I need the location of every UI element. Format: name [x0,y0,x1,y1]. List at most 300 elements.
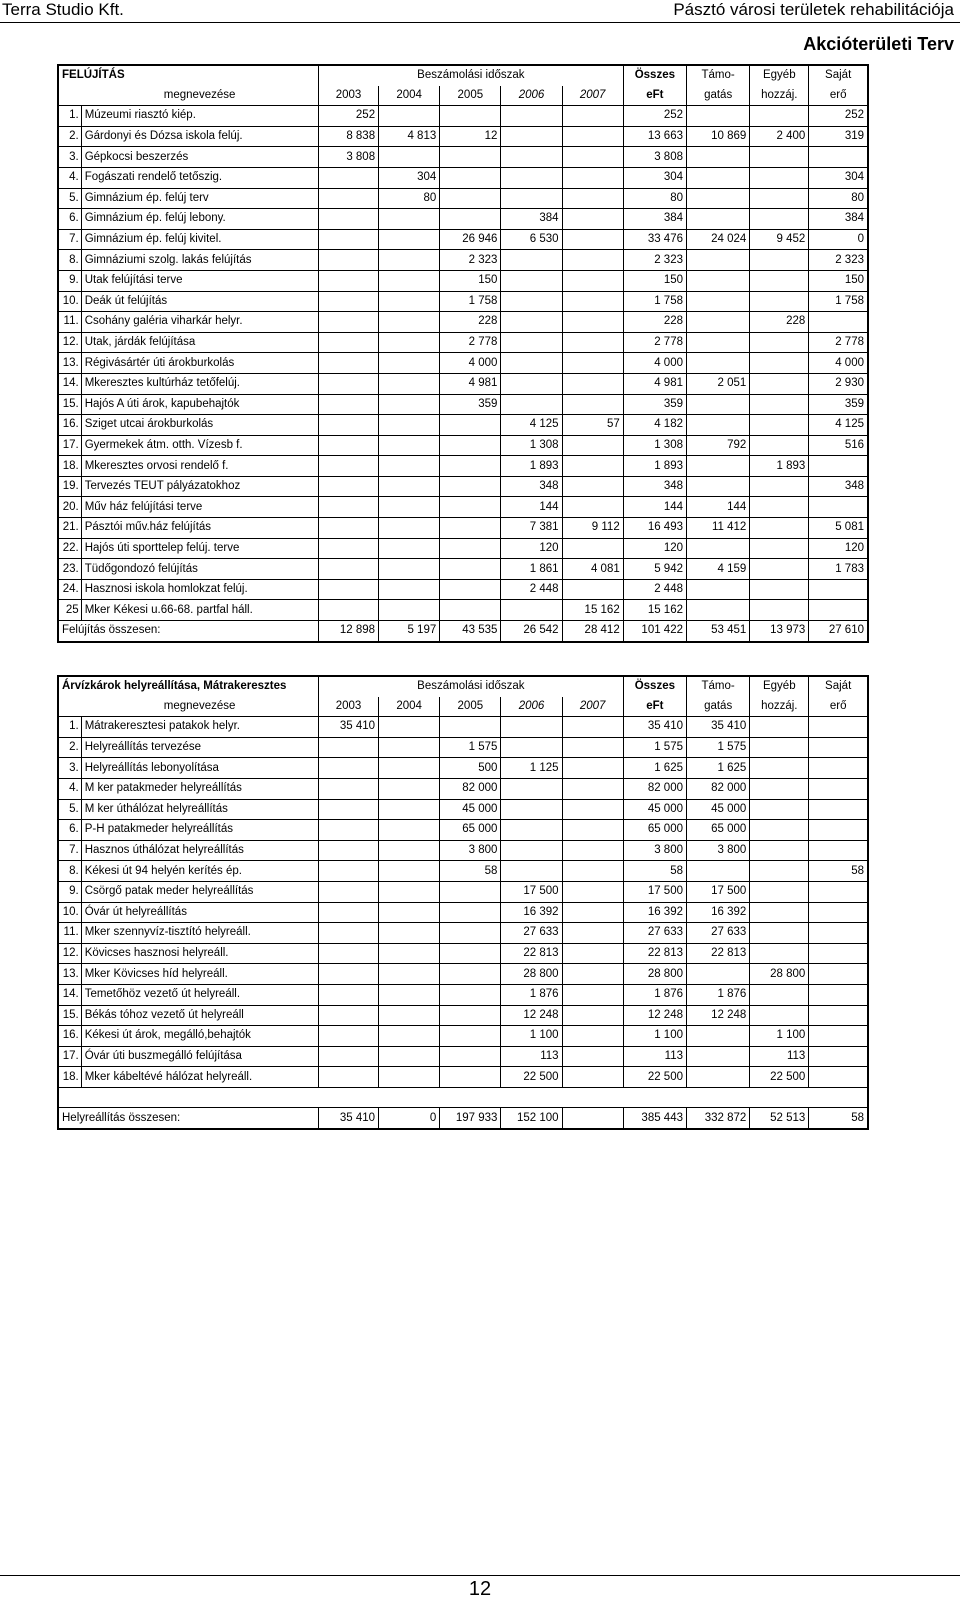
row-name: Helyreállítás tervezése [81,737,318,758]
total-value: 43 535 [440,621,501,642]
row-value [501,167,562,188]
row-value [687,353,750,374]
row-value: 1 308 [623,435,686,456]
row-name: Gyermekek átm. otth. Vízesb f. [81,435,318,456]
row-number: 10. [58,291,81,312]
row-value: 12 248 [623,1005,686,1026]
row-value [562,188,623,209]
row-value: 4 981 [623,373,686,394]
row-value [379,435,440,456]
row-value [687,394,750,415]
row-value: 16 392 [501,902,562,923]
support-column-header: gatás [687,697,750,717]
row-value: 1 625 [623,758,686,779]
row-name: Mker Kékesi u.66-68. partfal háll. [81,600,318,621]
table-row [58,1026,868,1047]
row-value [379,394,440,415]
row-value [562,456,623,477]
row-value [687,270,750,291]
table-row [58,902,868,923]
row-number: 4. [58,778,81,799]
row-value: 1 575 [440,737,501,758]
footer-rule [0,1575,960,1576]
row-value: 1 125 [501,758,562,779]
row-value: 6 530 [501,229,562,250]
row-value [318,270,378,291]
table-row [58,312,868,333]
row-value: 45 000 [440,799,501,820]
row-value: 228 [623,312,686,333]
total-row [58,621,868,642]
row-value: 16 493 [623,518,686,539]
row-value: 22 813 [501,943,562,964]
total-column-header: Összes [623,676,686,697]
row-name: Deák út felújítás [81,291,318,312]
row-value [562,312,623,333]
row-value [562,579,623,600]
table-row [58,717,868,738]
row-value [750,600,809,621]
row-name: Gépkocsi beszerzés [81,147,318,168]
row-name: Gimnázium ép. felúj kivitel. [81,229,318,250]
row-value [562,373,623,394]
year-header: 2005 [440,86,501,106]
row-value [750,188,809,209]
row-number: 2. [58,737,81,758]
row-value [501,737,562,758]
row-value [440,579,501,600]
row-value: 45 000 [687,799,750,820]
row-value: 2 930 [809,373,868,394]
row-value [750,840,809,861]
row-value: 144 [623,497,686,518]
row-number: 1. [58,717,81,738]
row-value [440,415,501,436]
period-label: Beszámolási időszak [318,676,623,697]
row-value: 144 [687,497,750,518]
row-value: 348 [809,476,868,497]
row-value [750,778,809,799]
table-row [58,758,868,779]
row-value [501,394,562,415]
table-row [58,737,868,758]
row-value: 17 500 [501,881,562,902]
row-value [440,538,501,559]
row-value [379,778,440,799]
row-value: 17 500 [623,881,686,902]
row-value: 252 [809,106,868,127]
row-value: 35 410 [687,717,750,738]
total-value: 5 197 [379,621,440,642]
table-row [58,126,868,147]
row-name: Kövicses hasznosi helyreáll. [81,943,318,964]
row-value [379,476,440,497]
row-value [750,250,809,271]
row-value [809,881,868,902]
row-value: 2 448 [623,579,686,600]
row-value: 1 575 [687,737,750,758]
total-label: Felújítás összesen: [58,621,318,642]
row-value [379,1026,440,1047]
row-value [318,167,378,188]
total-value: 53 451 [687,621,750,642]
table-row [58,600,868,621]
row-value [379,964,440,985]
row-value: 4 000 [440,353,501,374]
row-value [809,820,868,841]
row-value [379,943,440,964]
row-value [501,600,562,621]
row-value [562,778,623,799]
row-value: 384 [623,209,686,230]
row-value: 1 893 [750,456,809,477]
table-row [58,332,868,353]
row-number: 16. [58,415,81,436]
row-value [750,415,809,436]
row-value [318,840,378,861]
row-number: 23. [58,559,81,580]
total-value: 52 513 [750,1108,809,1129]
row-number: 16. [58,1026,81,1047]
year-header: 2003 [318,86,378,106]
row-value [562,820,623,841]
row-value [750,799,809,820]
row-value [750,538,809,559]
total-value: 58 [809,1108,868,1129]
row-value [501,373,562,394]
row-value [379,250,440,271]
table-row [58,923,868,944]
row-value [809,840,868,861]
row-value [440,476,501,497]
row-number: 7. [58,229,81,250]
row-value [379,415,440,436]
row-value [562,476,623,497]
row-value: 2 778 [809,332,868,353]
other-column-header: Egyéb [750,65,809,86]
row-value [687,476,750,497]
row-value: 252 [318,106,378,127]
row-value: 3 808 [623,147,686,168]
table-row [58,353,868,374]
row-number: 6. [58,209,81,230]
row-value: 1 100 [750,1026,809,1047]
row-value: 7 381 [501,518,562,539]
year-header: 2007 [562,86,623,106]
row-value [379,923,440,944]
row-value: 1 893 [501,456,562,477]
row-value [562,717,623,738]
row-value: 15 162 [623,600,686,621]
row-value: 35 410 [623,717,686,738]
total-column-header: Összes [623,65,686,86]
row-value [318,902,378,923]
row-name: Gimnázium ép. felúj terv [81,188,318,209]
row-value: 82 000 [687,778,750,799]
row-value [318,538,378,559]
row-value [501,778,562,799]
document-subtitle: Akcióterületi Terv [803,34,954,54]
row-value [750,737,809,758]
row-value: 1 876 [501,984,562,1005]
row-value [318,1026,378,1047]
row-number: 21. [58,518,81,539]
row-value: 58 [809,861,868,882]
row-name: Helyreállítás lebonyolítása [81,758,318,779]
row-value: 1 893 [623,456,686,477]
row-value [809,778,868,799]
row-value [501,332,562,353]
row-value: 2 323 [440,250,501,271]
row-value: 28 800 [750,964,809,985]
row-value [379,861,440,882]
row-value [440,559,501,580]
row-value [379,229,440,250]
row-value [440,902,501,923]
row-value [440,1046,501,1067]
row-value [750,270,809,291]
row-value: 113 [501,1046,562,1067]
row-name: Mátrakeresztesi patakok helyr. [81,717,318,738]
row-value: 516 [809,435,868,456]
row-value: 1 758 [440,291,501,312]
row-name: Óvár úti buszmegálló felújítása [81,1046,318,1067]
row-value: 359 [440,394,501,415]
table-row [58,964,868,985]
row-value [750,923,809,944]
name-column-header: megnevezése [81,697,318,717]
row-name: P-H patakmeder helyreállítás [81,820,318,841]
row-value [318,1067,378,1088]
row-value: 1 876 [623,984,686,1005]
row-value [440,1026,501,1047]
header-spacer [58,697,81,717]
row-value [501,147,562,168]
row-value: 1 308 [501,435,562,456]
row-value [750,373,809,394]
row-value [318,291,378,312]
row-value [440,717,501,738]
row-value: 1 100 [501,1026,562,1047]
row-name: Tüdőgondozó felújítás [81,559,318,580]
row-number: 9. [58,881,81,902]
row-number: 5. [58,799,81,820]
row-value: 27 633 [687,923,750,944]
year-header: 2005 [440,697,501,717]
row-value [750,353,809,374]
row-value [379,291,440,312]
table-row [58,984,868,1005]
row-value [562,291,623,312]
row-value [318,1005,378,1026]
row-value [501,820,562,841]
row-value: 58 [440,861,501,882]
row-name: Temetőhöz vezető út helyreáll. [81,984,318,1005]
table-row [58,559,868,580]
table-header-row [58,676,868,697]
row-value [318,737,378,758]
row-value: 4 000 [809,353,868,374]
row-value [379,518,440,539]
row-value: 150 [440,270,501,291]
row-value [687,964,750,985]
row-value [379,1046,440,1067]
spacer-row [58,1087,868,1108]
row-value [440,964,501,985]
row-value [809,923,868,944]
table-row [58,250,868,271]
row-number: 7. [58,840,81,861]
row-value [318,209,378,230]
row-value [750,943,809,964]
row-number: 10. [58,902,81,923]
total-label: Helyreállítás összesen: [58,1108,318,1129]
row-value: 1 100 [623,1026,686,1047]
row-value [318,820,378,841]
table-row [58,209,868,230]
row-name: Óvár út helyreállítás [81,902,318,923]
row-value: 348 [623,476,686,497]
row-value [379,600,440,621]
row-value [318,799,378,820]
row-value [379,717,440,738]
row-value [750,147,809,168]
row-value: 12 248 [687,1005,750,1026]
row-value [379,1067,440,1088]
row-value [379,538,440,559]
row-value [318,861,378,882]
row-number: 17. [58,1046,81,1067]
row-value: 22 500 [501,1067,562,1088]
row-value [562,209,623,230]
row-value [750,394,809,415]
row-value [562,923,623,944]
other-column-header: hozzáj. [750,697,809,717]
table-row [58,229,868,250]
table-row [58,394,868,415]
row-value [318,394,378,415]
row-value: 10 869 [687,126,750,147]
row-value [687,106,750,127]
row-value [687,291,750,312]
row-value [440,923,501,944]
row-value [440,600,501,621]
row-value [562,758,623,779]
row-value [440,984,501,1005]
row-number: 4. [58,167,81,188]
spacer-cell [58,1087,868,1108]
row-value [318,881,378,902]
row-value [562,353,623,374]
row-value [440,147,501,168]
year-header: 2003 [318,697,378,717]
row-value [809,579,868,600]
row-value: 4 813 [379,126,440,147]
row-value: 384 [501,209,562,230]
row-value [809,1026,868,1047]
row-value: 0 [809,229,868,250]
row-value [750,717,809,738]
row-value [318,332,378,353]
row-value: 120 [809,538,868,559]
row-number: 14. [58,373,81,394]
row-value [379,820,440,841]
period-label: Beszámolási időszak [318,65,623,86]
row-number: 17. [58,435,81,456]
row-value [687,600,750,621]
row-number: 19. [58,476,81,497]
row-value: 4 159 [687,559,750,580]
table-row [58,820,868,841]
row-name: Mkeresztes kultúrház tetőfelúj. [81,373,318,394]
row-value: 13 663 [623,126,686,147]
table-row [58,778,868,799]
row-number: 18. [58,456,81,477]
row-value: 11 412 [687,518,750,539]
table-row [58,373,868,394]
row-value [809,600,868,621]
own-column-header: erő [809,697,868,717]
row-value [501,291,562,312]
row-value [562,1067,623,1088]
header-rule [0,22,960,23]
row-value [379,332,440,353]
row-number: 3. [58,758,81,779]
row-value [318,188,378,209]
row-value: 150 [809,270,868,291]
project-title: Pásztó városi területek rehabilitációja [673,0,954,19]
row-name: Hasznos úthálózat helyreállítás [81,840,318,861]
row-value: 4 182 [623,415,686,436]
row-value [750,167,809,188]
row-number: 12. [58,943,81,964]
row-value: 35 410 [318,717,378,738]
row-value [687,861,750,882]
row-value [318,456,378,477]
total-value: 35 410 [318,1108,378,1129]
row-value [440,456,501,477]
row-name: Fogászati rendelő tetőszig. [81,167,318,188]
row-value: 2 778 [623,332,686,353]
support-column-header: Támo- [687,676,750,697]
row-value [318,353,378,374]
row-value [750,435,809,456]
row-value [750,559,809,580]
row-value: 2 448 [501,579,562,600]
row-value: 3 800 [687,840,750,861]
row-value [687,579,750,600]
row-value [318,758,378,779]
row-value: 28 800 [501,964,562,985]
row-value [562,984,623,1005]
year-header: 2006 [501,697,562,717]
table-row [58,167,868,188]
row-value: 4 125 [809,415,868,436]
row-value [750,579,809,600]
row-value: 22 500 [623,1067,686,1088]
row-value [562,394,623,415]
row-value: 228 [750,312,809,333]
year-header: 2004 [379,697,440,717]
row-value [809,497,868,518]
row-value: 9 452 [750,229,809,250]
table-row [58,840,868,861]
row-value [562,229,623,250]
row-value [750,861,809,882]
row-name: Gimnáziumi szolg. lakás felújítás [81,250,318,271]
row-value [440,1005,501,1026]
own-column-header: Saját [809,65,868,86]
